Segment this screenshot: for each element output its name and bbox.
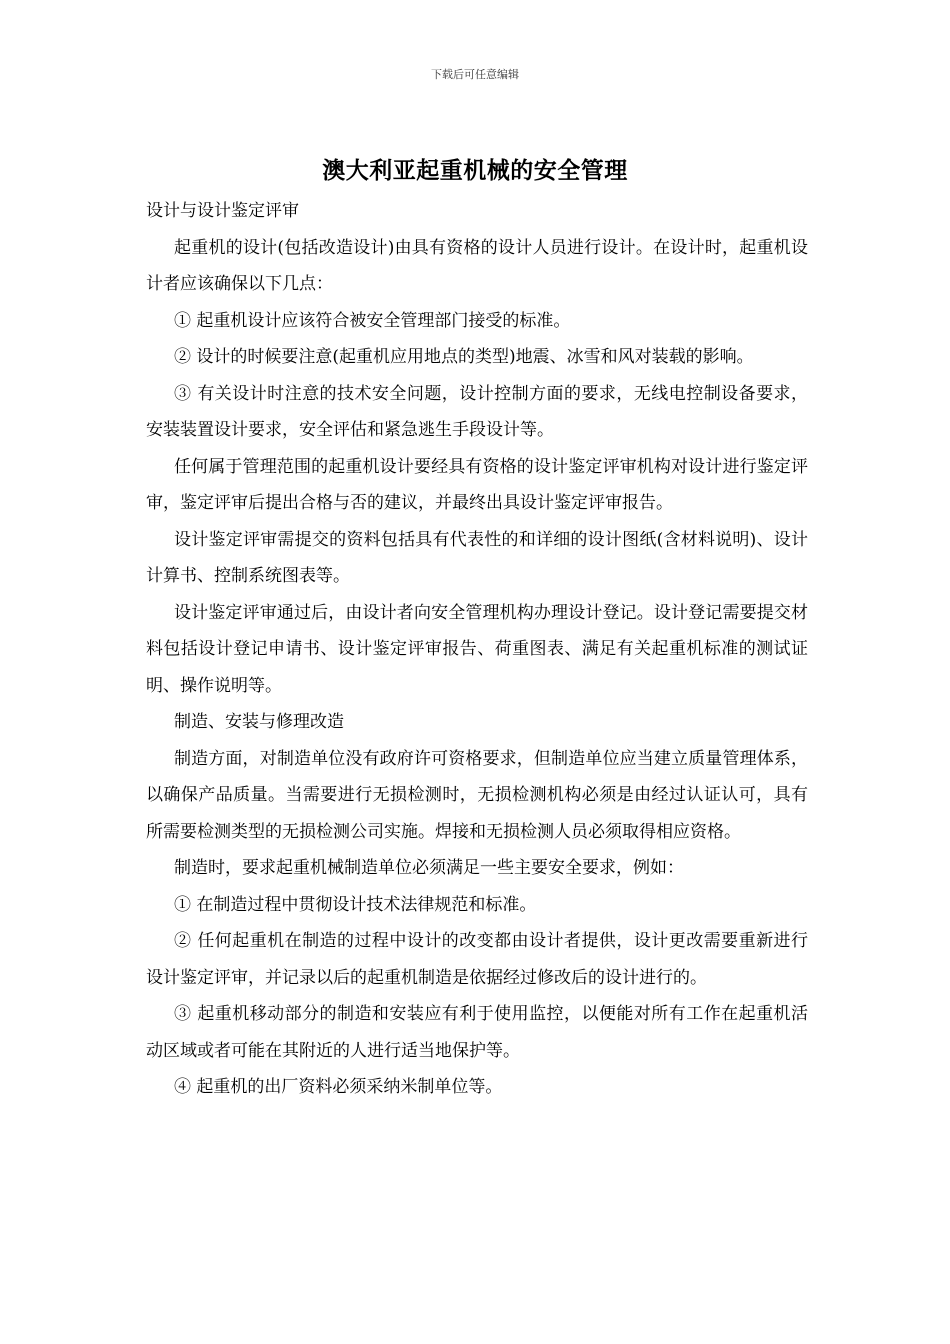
document-title: 澳大利亚起重机械的安全管理 <box>322 158 628 184</box>
paragraph: 任何属于管理范围的起重机设计要经具有资格的设计鉴定评审机构对设计进行鉴定评审，鉴定评审后提出合格与否的建议，并最终出具设计鉴定评审报告。 <box>146 456 808 513</box>
paragraph: 制造方面，对制造单位没有政府许可资格要求，但制造单位应当建立质量管理体系，以确保产品质量。当需要进行无损检测时，无损检测机构必须是由经过认证认可，具有所需要检测类型的无损检测公司实施。焊接和无损检测人员必须取得相应资格。 <box>146 748 808 842</box>
paragraph: 起重机的设计(包括改造设计)由具有资格的设计人员进行设计。在设计时，起重机设计者应该确保以下几点： <box>146 237 808 294</box>
list-item: ④ 起重机的出厂资料必须采纳米制单位等。 <box>174 1077 503 1097</box>
page-header-note: 下载后可任意编辑 <box>431 68 519 81</box>
paragraph: 设计鉴定评审需提交的资料包括具有代表性的和详细的设计图纸(含材料说明)、设计计算书、控制系统图表等。 <box>146 529 808 586</box>
paragraph: 设计鉴定评审通过后，由设计者向安全管理机构办理设计登记。设计登记需要提交材料包括设计登记申请书、设计鉴定评审报告、荷重图表、满足有关起重机标准的测试证明、操作说明等。 <box>146 602 808 696</box>
section-heading-manufacturing: 制造、安装与修理改造 <box>174 712 344 732</box>
list-item: ③ 有关设计时注意的技术安全问题，设计控制方面的要求，无线电控制设备要求，安装装置设计要求，安全评估和紧急逃生手段设计等。 <box>146 383 808 440</box>
list-item: ② 设计的时候要注意(起重机应用地点的类型)地震、冰雪和风对装载的影响。 <box>174 347 754 367</box>
list-item: ③ 起重机移动部分的制造和安装应有利于使用监控，以便能对所有工作在起重机活动区域或者可能在其附近的人进行适当地保护等。 <box>146 1004 808 1061</box>
list-item: ② 任何起重机在制造的过程中设计的改变都由设计者提供，设计更改需要重新进行设计鉴定评审，并记录以后的起重机制造是依据经过修改后的设计进行的。 <box>146 931 808 988</box>
section-heading-design: 设计与设计鉴定评审 <box>146 201 299 221</box>
list-item: ① 在制造过程中贯彻设计技术法律规范和标准。 <box>174 894 537 915</box>
paragraph: 制造时，要求起重机械制造单位必须满足一些主要安全要求，例如： <box>174 858 684 878</box>
list-item: ① 起重机设计应该符合被安全管理部门接受的标准。 <box>174 310 571 331</box>
document-body <box>146 193 808 1106</box>
